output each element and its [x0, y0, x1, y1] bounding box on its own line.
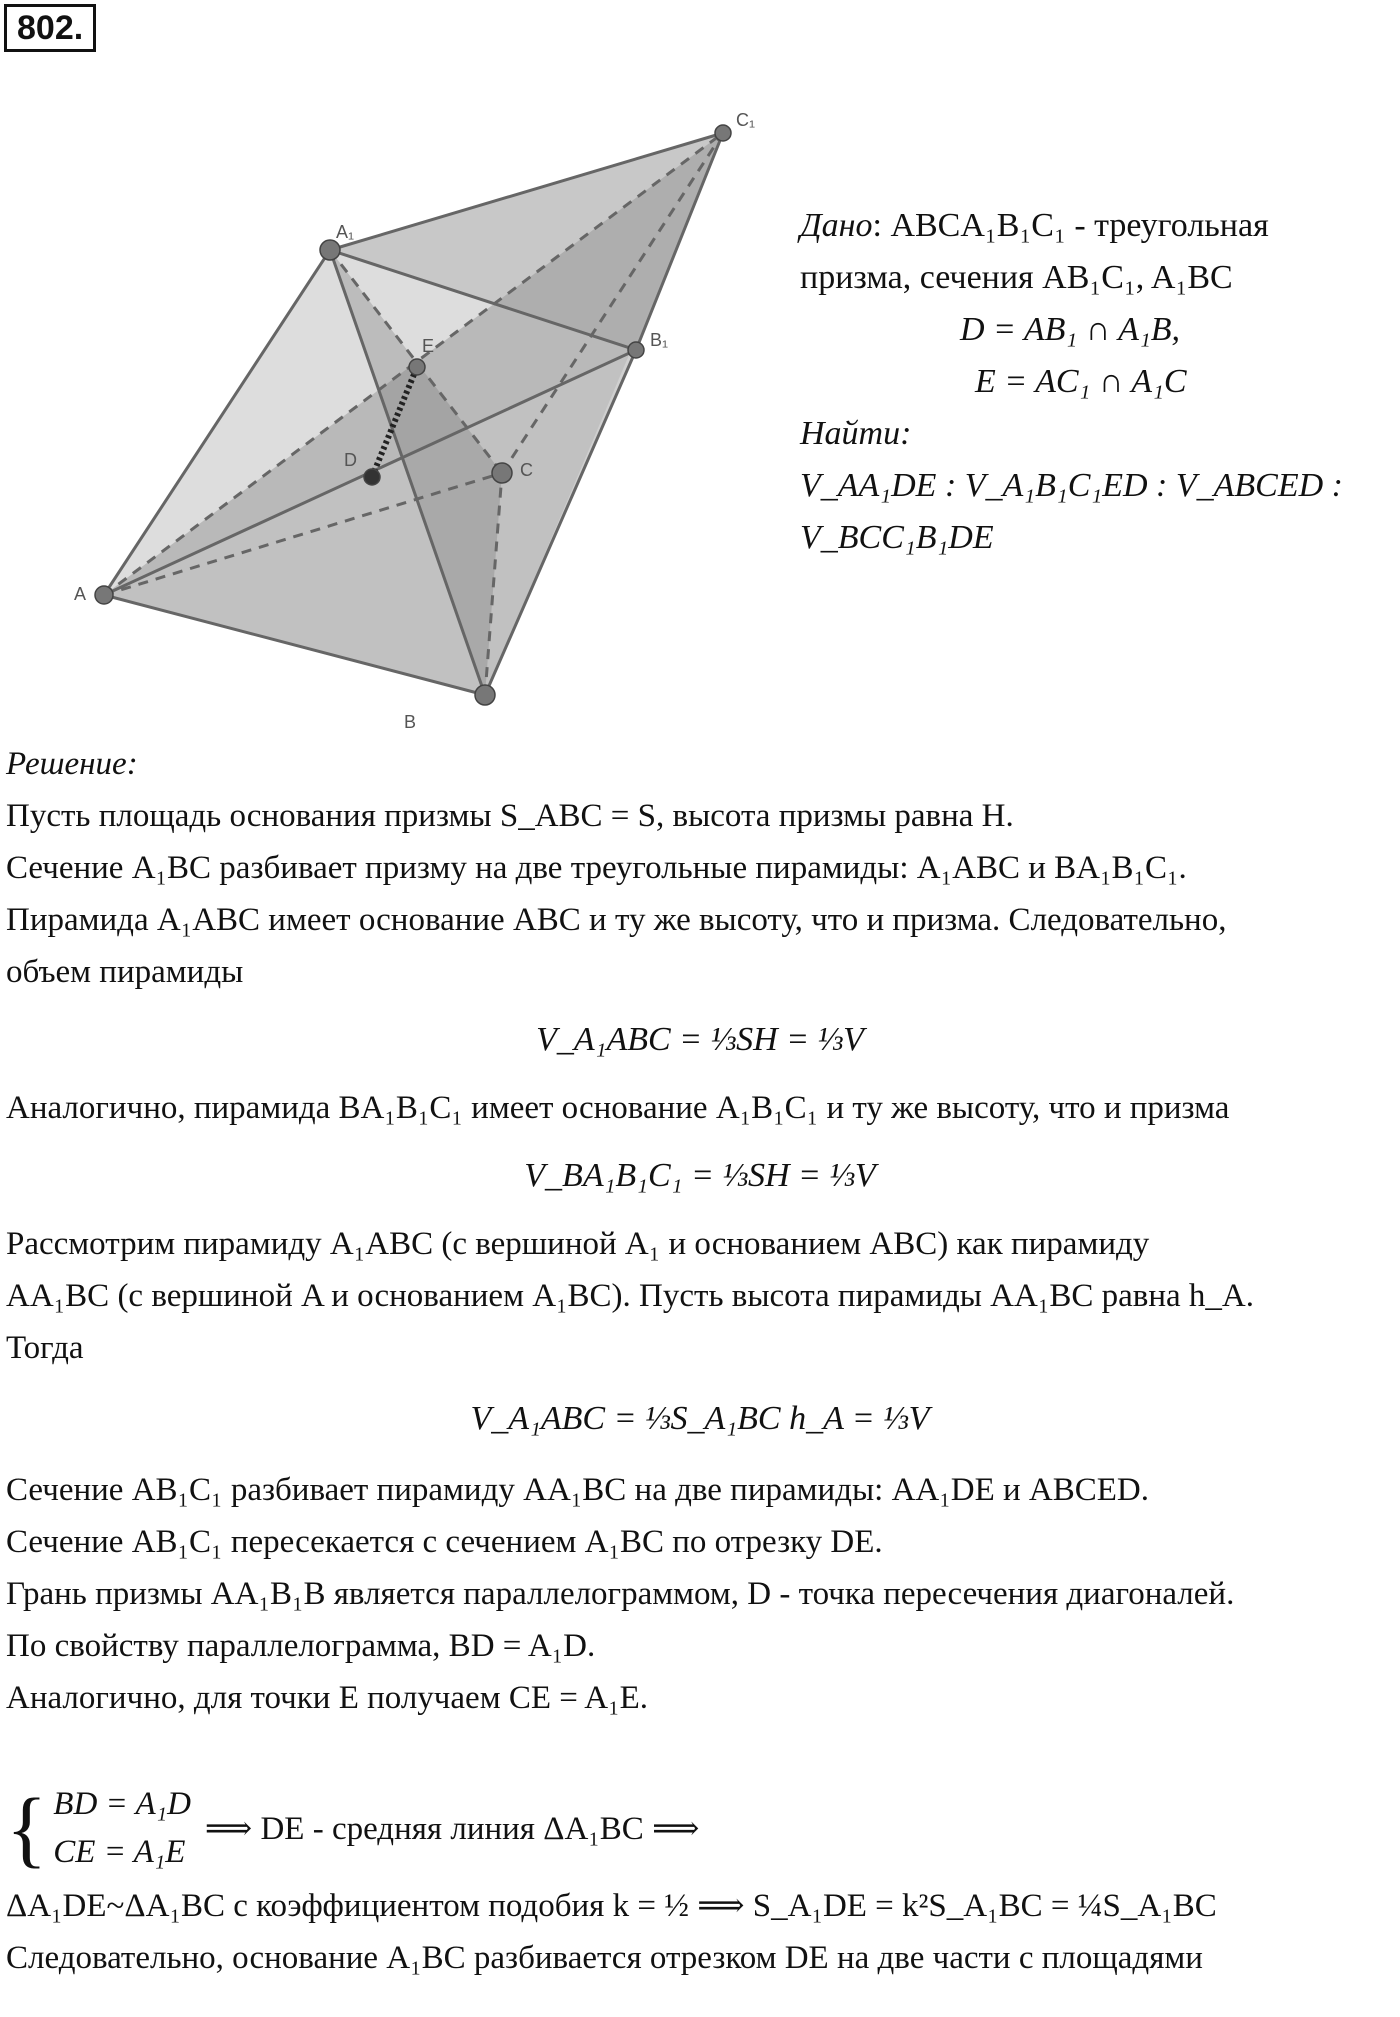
label-b1: B₁: [650, 330, 669, 350]
given-line-2: призма, сечения AB₁C₁, A₁BC: [800, 259, 1233, 296]
formula-1: V_A₁ABC = ⅓SH = ⅓V: [536, 1021, 864, 1058]
system-line-2: CE = A₁E: [53, 1834, 186, 1870]
label-a: A: [74, 584, 87, 604]
formula-3: V_A₁ABC = ⅓S_A₁BC h_A = ⅓V: [470, 1400, 930, 1437]
solution-line: Сечение A₁BC разбивает призму на две треугольные пирамиды: A₁ABC и BA₁B₁C₁.: [6, 850, 1187, 886]
formula-2: V_BA₁B₁C₁ = ⅓SH = ⅓V: [524, 1157, 876, 1194]
label-d: D: [344, 450, 357, 470]
equation-system: [6, 1776, 1394, 1880]
prism-figure: [60, 90, 756, 732]
label-a1: A₁: [336, 222, 355, 242]
spacer: [6, 1724, 1394, 1776]
brace-icon: {: [6, 1780, 48, 1876]
solution-line: Пирамида A₁ABC имеет основание ABC и ту же высоту, что и призма. Следовательно,: [6, 902, 1227, 938]
solution-line: Пусть площадь основания призмы S_ABC = S, высота призмы равна H.: [6, 798, 1014, 834]
solution-line: По свойству параллелограмма, BD = A₁D.: [6, 1628, 596, 1664]
given-line-1: Дано: ABCA₁B₁C₁ - треугольная: [800, 207, 1269, 244]
given-block: [800, 200, 1360, 564]
solution-line: объем пирамиды: [6, 954, 244, 990]
solution-line: Сечение AB₁C₁ пересекается с сечением A₁BC по отрезку DE.: [6, 1524, 883, 1560]
label-e: E: [422, 336, 435, 356]
solution-line: ΔA₁DE~ΔA₁BC с коэффициентом подобия k = ½ ⟹ S_A₁DE = k²S_A₁BC = ¼S_A₁BC: [6, 1888, 1217, 1924]
system-conclusion: ⟹ DE - средняя линия ΔA₁BC ⟹: [204, 1811, 700, 1847]
solution-line: Тогда: [6, 1330, 84, 1366]
solution-line: Следовательно, основание A₁BC разбивается отрезком DE на две части с площадями: [6, 1940, 1203, 1976]
system-line-1: BD = A₁D: [53, 1786, 191, 1822]
find-expression: V_AA₁DE : V_A₁B₁C₁ED : V_ABCED : V_BCC₁B₁DE: [800, 467, 1343, 556]
problem-number: 802.: [4, 4, 96, 52]
find-label: Найти:: [800, 415, 912, 452]
solution-line: Грань призмы AA₁B₁B является параллелограммом, D - точка пересечения диагоналей.: [6, 1576, 1235, 1612]
solution-block: [6, 738, 1394, 1984]
given-line-3: D = AB₁ ∩ A₁B,: [960, 311, 1181, 348]
system-lines: [53, 1780, 191, 1876]
label-c1: C₁: [736, 110, 756, 130]
solution-line: Рассмотрим пирамиду A₁ABC (с вершиной A₁ и основанием ABC) как пирамиду: [6, 1226, 1150, 1262]
solution-line: Аналогично, пирамида BA₁B₁C₁ имеет основание A₁B₁C₁ и ту же высоту, что и призма: [6, 1090, 1230, 1126]
solution-heading: Решение:: [6, 746, 138, 782]
label-b: B: [404, 712, 417, 732]
solution-line: Сечение AB₁C₁ разбивает пирамиду AA₁BC на две пирамиды: AA₁DE и ABCED.: [6, 1472, 1149, 1508]
label-c: C: [520, 460, 533, 480]
solution-line: AA₁BC (с вершиной A и основанием A₁BC). Пусть высота пирамиды AA₁BC равна h_A.: [6, 1278, 1254, 1314]
given-line-4: E = AC₁ ∩ A₁C: [975, 363, 1187, 400]
solution-line: Аналогично, для точки E получаем CE = A₁E.: [6, 1680, 649, 1716]
